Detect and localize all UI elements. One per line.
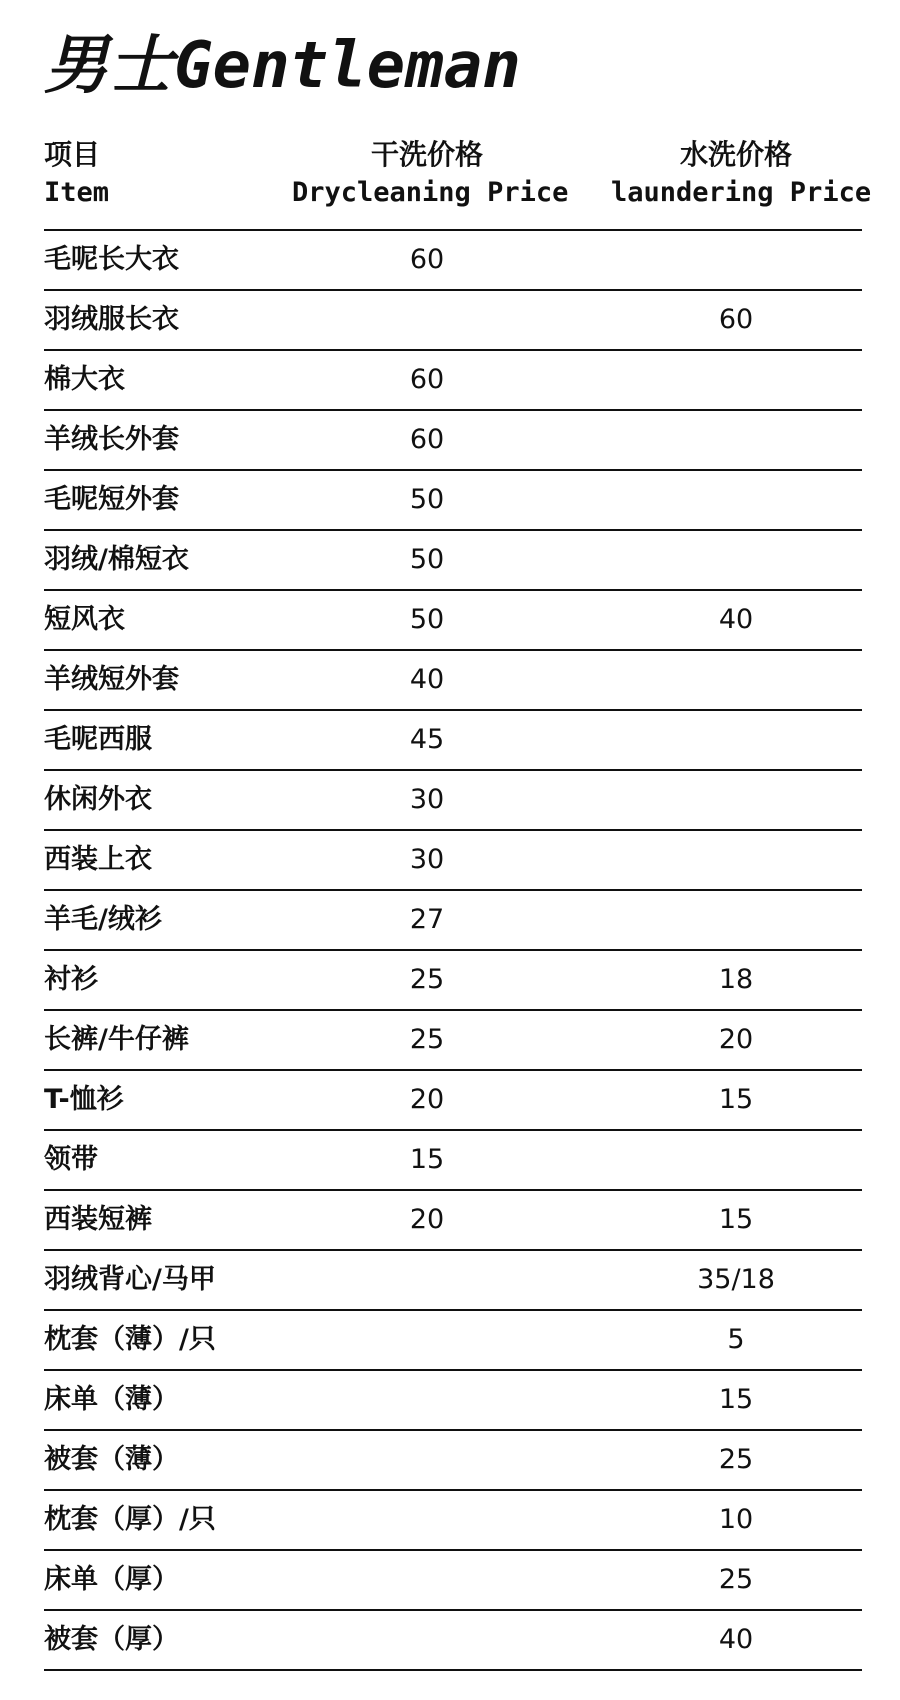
table-row [44,1011,862,1071]
cell-dry: 30 [409,844,445,875]
table-row [44,351,862,411]
table-row [44,1311,862,1371]
cell-item: 休闲外衣 [44,784,152,815]
cell-wash [611,351,861,409]
cell-dry: 25 [409,1024,445,1055]
column-header-wash-zh: 水洗价格 [679,138,792,171]
table-row [44,831,862,891]
table-row [44,771,862,831]
cell-wash: 5 [727,1324,745,1355]
table-row [44,1191,862,1251]
table-row [44,231,862,291]
cell-wash [611,231,861,289]
table-row [44,1131,862,1191]
cell-item: 被套（薄） [44,1444,179,1475]
cell-dry: 60 [409,364,445,395]
cell-item: 羊绒短外套 [44,664,179,695]
cell-item: 短风衣 [44,604,125,635]
cell-item: 西装上衣 [44,844,152,875]
cell-dry: 25 [409,964,445,995]
cell-dry [292,1431,562,1489]
cell-wash [611,1131,861,1189]
cell-wash: 35/18 [697,1264,775,1295]
cell-dry [292,1611,562,1669]
table-row [44,1251,862,1311]
table-row [44,891,862,951]
cell-dry: 45 [409,724,445,755]
cell-dry: 60 [409,424,445,455]
table-row [44,711,862,771]
cell-item: 毛呢长大衣 [44,244,179,275]
column-header-dry-en: Drycleaning Price [292,177,569,208]
column-header-item [44,136,109,212]
table-row [44,591,862,651]
table-row [44,471,862,531]
cell-item: 长裤/牛仔裤 [44,1024,189,1055]
cell-item: 衬衫 [44,964,98,995]
cell-dry [292,1251,562,1309]
column-header-item-zh: 项目 [44,138,101,171]
column-header-dry [292,136,569,212]
cell-dry [292,1311,562,1369]
cell-wash [611,651,861,709]
table-row [44,411,862,471]
cell-wash: 25 [718,1564,754,1595]
cell-dry: 60 [409,244,445,275]
table-row [44,1551,862,1611]
cell-item: 羽绒/棉短衣 [44,544,189,575]
column-header-item-en: Item [44,177,110,208]
cell-item: 毛呢短外套 [44,484,179,515]
cell-wash: 60 [718,304,754,335]
cell-wash [611,471,861,529]
table-row [44,1071,862,1131]
cell-wash: 10 [718,1504,754,1535]
column-header-wash-en: laundering Price [611,177,872,208]
cell-wash [611,771,861,829]
cell-wash [611,891,861,949]
table-row [44,531,862,591]
cell-wash [611,531,861,589]
table-row [44,291,862,351]
cell-dry: 40 [409,664,445,695]
cell-wash: 20 [718,1024,754,1055]
cell-dry: 20 [409,1204,445,1235]
cell-item: 西装短裤 [44,1204,152,1235]
table-row [44,951,862,1011]
cell-wash [611,831,861,889]
cell-item: 棉大衣 [44,364,125,395]
cell-dry [292,1551,562,1609]
cell-wash: 15 [718,1204,754,1235]
cell-wash [611,711,861,769]
cell-item: 羊绒长外套 [44,424,179,455]
cell-dry: 50 [409,484,445,515]
cell-item: 羽绒服长衣 [44,304,179,335]
cell-wash: 40 [718,604,754,635]
column-header-dry-zh: 干洗价格 [370,138,483,171]
cell-dry: 50 [409,604,445,635]
cell-wash: 40 [718,1624,754,1655]
table-row [44,651,862,711]
table-row [44,1491,862,1551]
cell-wash: 15 [718,1384,754,1415]
column-header-wash [611,136,872,212]
cell-item: T-恤衫 [44,1084,124,1115]
table-row [44,1431,862,1491]
cell-dry [292,1491,562,1549]
cell-dry: 15 [409,1144,445,1175]
cell-item: 枕套（厚）/只 [44,1504,216,1535]
cell-dry: 27 [409,904,445,935]
cell-dry: 20 [409,1084,445,1115]
cell-wash: 18 [718,964,754,995]
cell-item: 羊毛/绒衫 [44,904,162,935]
table-row [44,1371,862,1431]
page-title-en: Gentleman [174,29,521,103]
cell-wash [611,411,861,469]
cell-dry [292,1371,562,1429]
page-title [44,26,521,106]
cell-wash: 15 [718,1084,754,1115]
cell-dry: 30 [409,784,445,815]
page-title-zh: 男士 [44,29,174,103]
cell-item: 被套（厚） [44,1624,179,1655]
cell-item: 床单（厚） [44,1564,179,1595]
cell-item: 枕套（薄）/只 [44,1324,216,1355]
cell-wash: 25 [718,1444,754,1475]
cell-item: 领带 [44,1144,98,1175]
cell-dry [292,291,562,349]
cell-dry: 50 [409,544,445,575]
price-table [44,229,862,1671]
cell-item: 羽绒背心/马甲 [44,1264,216,1295]
table-row [44,1611,862,1671]
cell-item: 床单（薄） [44,1384,179,1415]
cell-item: 毛呢西服 [44,724,152,755]
